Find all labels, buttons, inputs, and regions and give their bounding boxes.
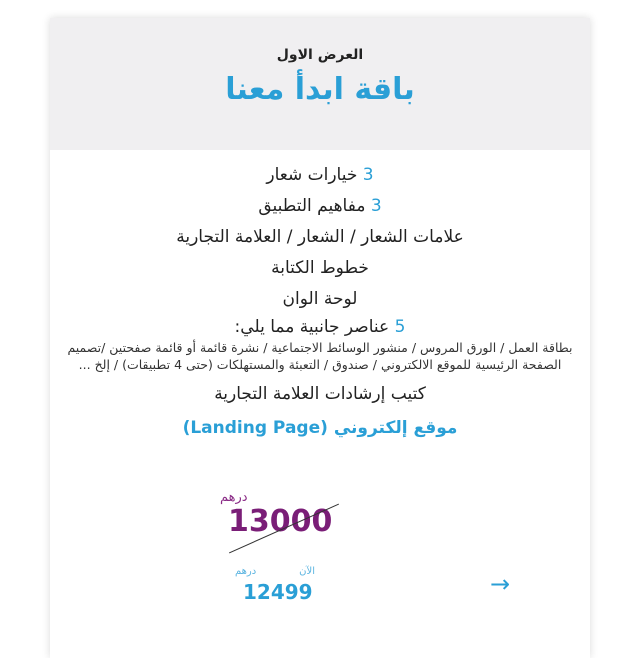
new-price-labels — [235, 566, 315, 578]
feature-item: 5 عناصر جانبية مما يلي: — [234, 317, 406, 337]
card-header — [50, 18, 590, 150]
arrow-right-icon[interactable]: → — [490, 570, 511, 598]
old-price — [220, 490, 348, 539]
feature-item: لوحة الوان — [282, 289, 358, 309]
offer-subtitle: العرض الاول — [276, 47, 364, 63]
new-price-currency: درهم — [235, 566, 257, 577]
package-title: باقة ابدأ معنا — [225, 72, 415, 107]
old-price-value: 13000 — [228, 504, 333, 539]
feature-list — [50, 150, 590, 440]
feature-item: خطوط الكتابة — [271, 258, 369, 278]
feature-item: 3 خيارات شعار — [266, 165, 374, 185]
old-price-currency: درهم — [220, 490, 248, 505]
package-card — [50, 18, 590, 658]
feature-item: 3 مفاهيم التطبيق — [258, 196, 382, 216]
feature-item: كتيب إرشادات العلامة التجارية — [214, 384, 426, 404]
new-price-value: 12499 — [243, 580, 313, 604]
website-feature: موقع إلكتروني (Landing Page) — [182, 418, 458, 438]
feature-item: علامات الشعار / الشعار / العلامة التجارية — [176, 227, 464, 247]
now-label: الآن — [299, 566, 315, 577]
new-price — [235, 566, 335, 604]
feature-details: بطاقة العمل / الورق المروس / منشور الوسائط الاجتماعية / نشرة قائمة أو قائمة صفحتين /تصميم الصفحة الرئيسية للموقع الالكتروني / صندوق / التعبئة والمستهلكات (حتى 4 تطبيقات) / إلخ ... — [67, 340, 573, 372]
